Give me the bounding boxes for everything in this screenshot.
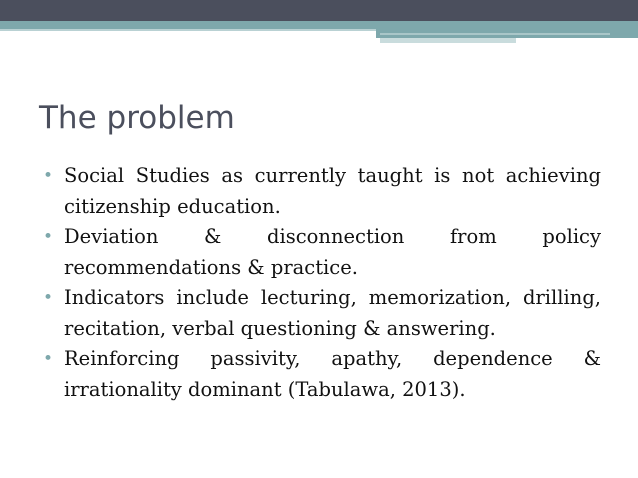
bullet-text: Deviation & disconnection from policy recommendations & practice. — [64, 225, 601, 279]
bullet-dot-icon: • — [43, 349, 54, 369]
slide-title: The problem — [39, 100, 235, 136]
header-dark-band — [0, 0, 638, 21]
header-teal-band — [0, 21, 638, 29]
bullet-item — [43, 344, 601, 405]
header-accent-light-block — [380, 38, 516, 43]
bullet-dot-icon: • — [43, 288, 54, 308]
bullet-item — [43, 283, 601, 344]
bullet-item — [43, 222, 601, 283]
bullet-dot-icon: • — [43, 227, 54, 247]
bullet-list — [43, 161, 601, 405]
bullet-text: Indicators include lecturing, memorization, drilling, recitation, verbal questioning & answering. — [64, 286, 601, 340]
bullet-text: Social Studies as currently taught is not achieving citizenship education. — [64, 164, 601, 218]
bullet-dot-icon: • — [43, 166, 54, 186]
bullet-item — [43, 161, 601, 222]
header-accent-line — [380, 33, 610, 35]
bullet-text: Reinforcing passivity, apathy, dependence & irrationality dominant (Tabulawa, 2013). — [64, 347, 601, 401]
